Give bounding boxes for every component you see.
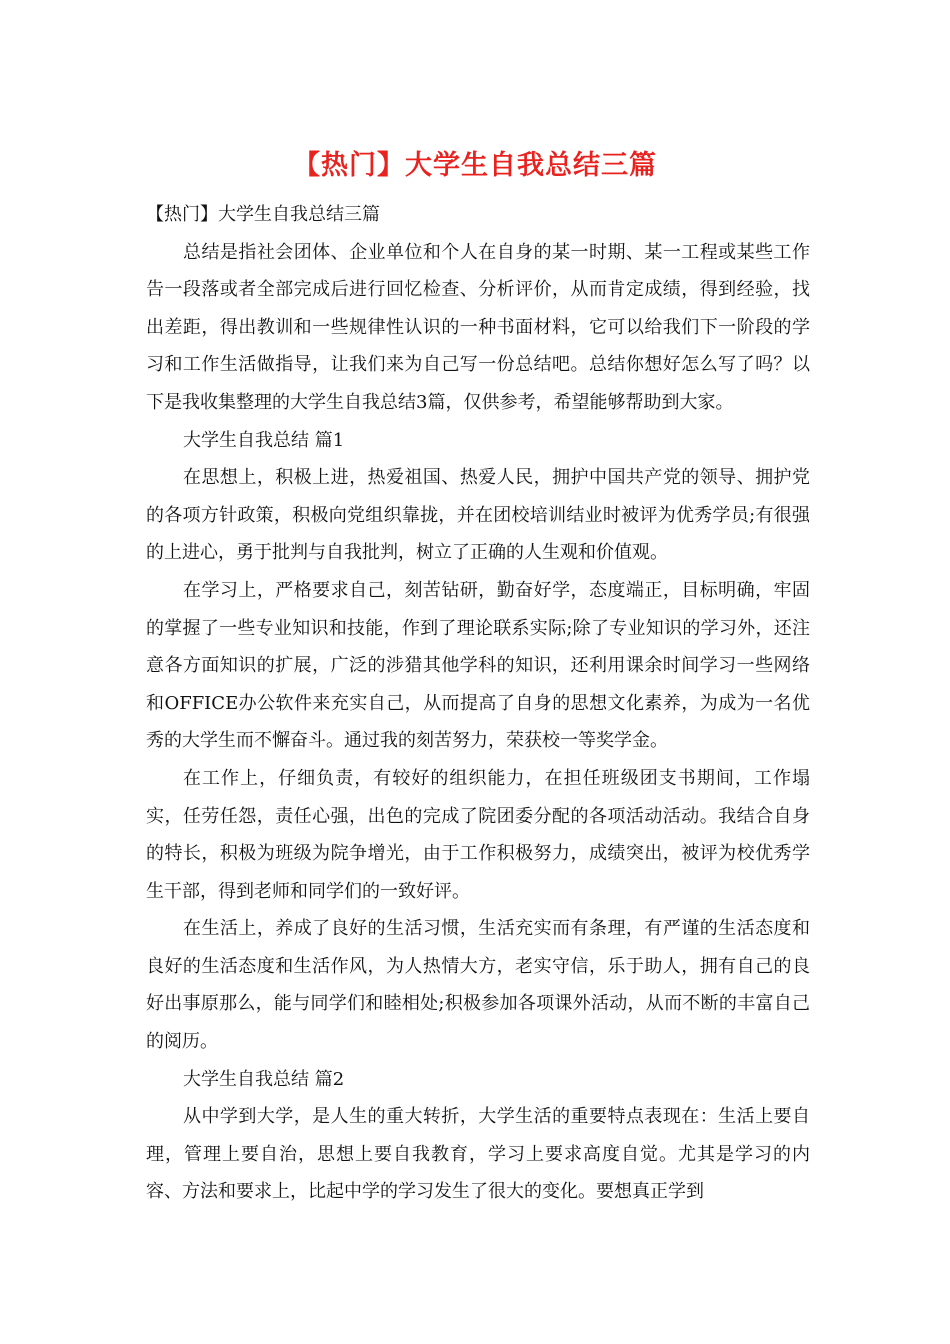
document-title: 【热门】大学生自我总结三篇: [293, 150, 657, 181]
body-paragraph: 在工作上，仔细负责，有较好的组织能力，在担任班级团支书期间，工作塌实，任劳任怨，责任心强，出色的完成了院团委分配的各项活动活动。我结合自身的特长，积极为班级为院争增光，由于工作积极努力，成绩突出，被评为校优秀学生干部，得到老师和同学们的一致好评。: [146, 767, 810, 902]
section-heading: 大学生自我总结 篇1: [183, 429, 345, 451]
document-subtitle: 【热门】大学生自我总结三篇: [146, 204, 380, 225]
section-heading: 大学生自我总结 篇2: [183, 1068, 345, 1090]
body-paragraph: 在学习上，严格要求自己，刻苦钻研，勤奋好学，态度端正，目标明确，牢固的掌握了一些专业知识和技能，作到了理论联系实际;除了专业知识的学习外，还注意各方面知识的扩展，广泛的涉猎其他学科的知识，还利用课余时间学习一些网络和OFFICE办公软件来充实自己，从而提高了自身的思想文化素养，为成为一名优秀的大学生而不懈奋斗。通过我的刻苦努力，荣获校一等奖学金。: [146, 579, 810, 752]
body-paragraph: 在思想上，积极上进，热爱祖国、热爱人民，拥护中国共产党的领导、拥护党的各项方针政策，积极向党组织靠拢，并在团校培训结业时被评为优秀学员;有很强的上进心，勇于批判与自我批判，树立了正确的人生观和价值观。: [146, 467, 810, 564]
body-paragraph: 在生活上，养成了良好的生活习惯，生活充实而有条理，有严谨的生活态度和良好的生活态度和生活作风，为人热情大方，老实守信，乐于助人，拥有自己的良好出事原那么，能与同学们和睦相处;积极参加各项课外活动，从而不断的丰富自己的阅历。: [146, 918, 810, 1053]
intro-paragraph: 总结是指社会团体、企业单位和个人在自身的某一时期、某一工程或某些工作告一段落或者全部完成后进行回忆检查、分析评价，从而肯定成绩，得到经验，找出差距，得出教训和一些规律性认识的一种书面材料，它可以给我们下一阶段的学习和工作生活做指导，让我们来为自己写一份总结吧。总结你想好怎么写了吗？以下是我收集整理的大学生自我总结3篇，仅供参考，希望能够帮助到大家。: [146, 241, 810, 413]
body-paragraph: 从中学到大学，是人生的重大转折，大学生活的重要特点表现在：生活上要自理，管理上要自治，思想上要自我教育，学习上要求高度自觉。尤其是学习的内容、方法和要求上，比起中学的学习发生了很大的变化。要想真正学到: [146, 1106, 810, 1203]
document-body: [146, 196, 810, 1211]
